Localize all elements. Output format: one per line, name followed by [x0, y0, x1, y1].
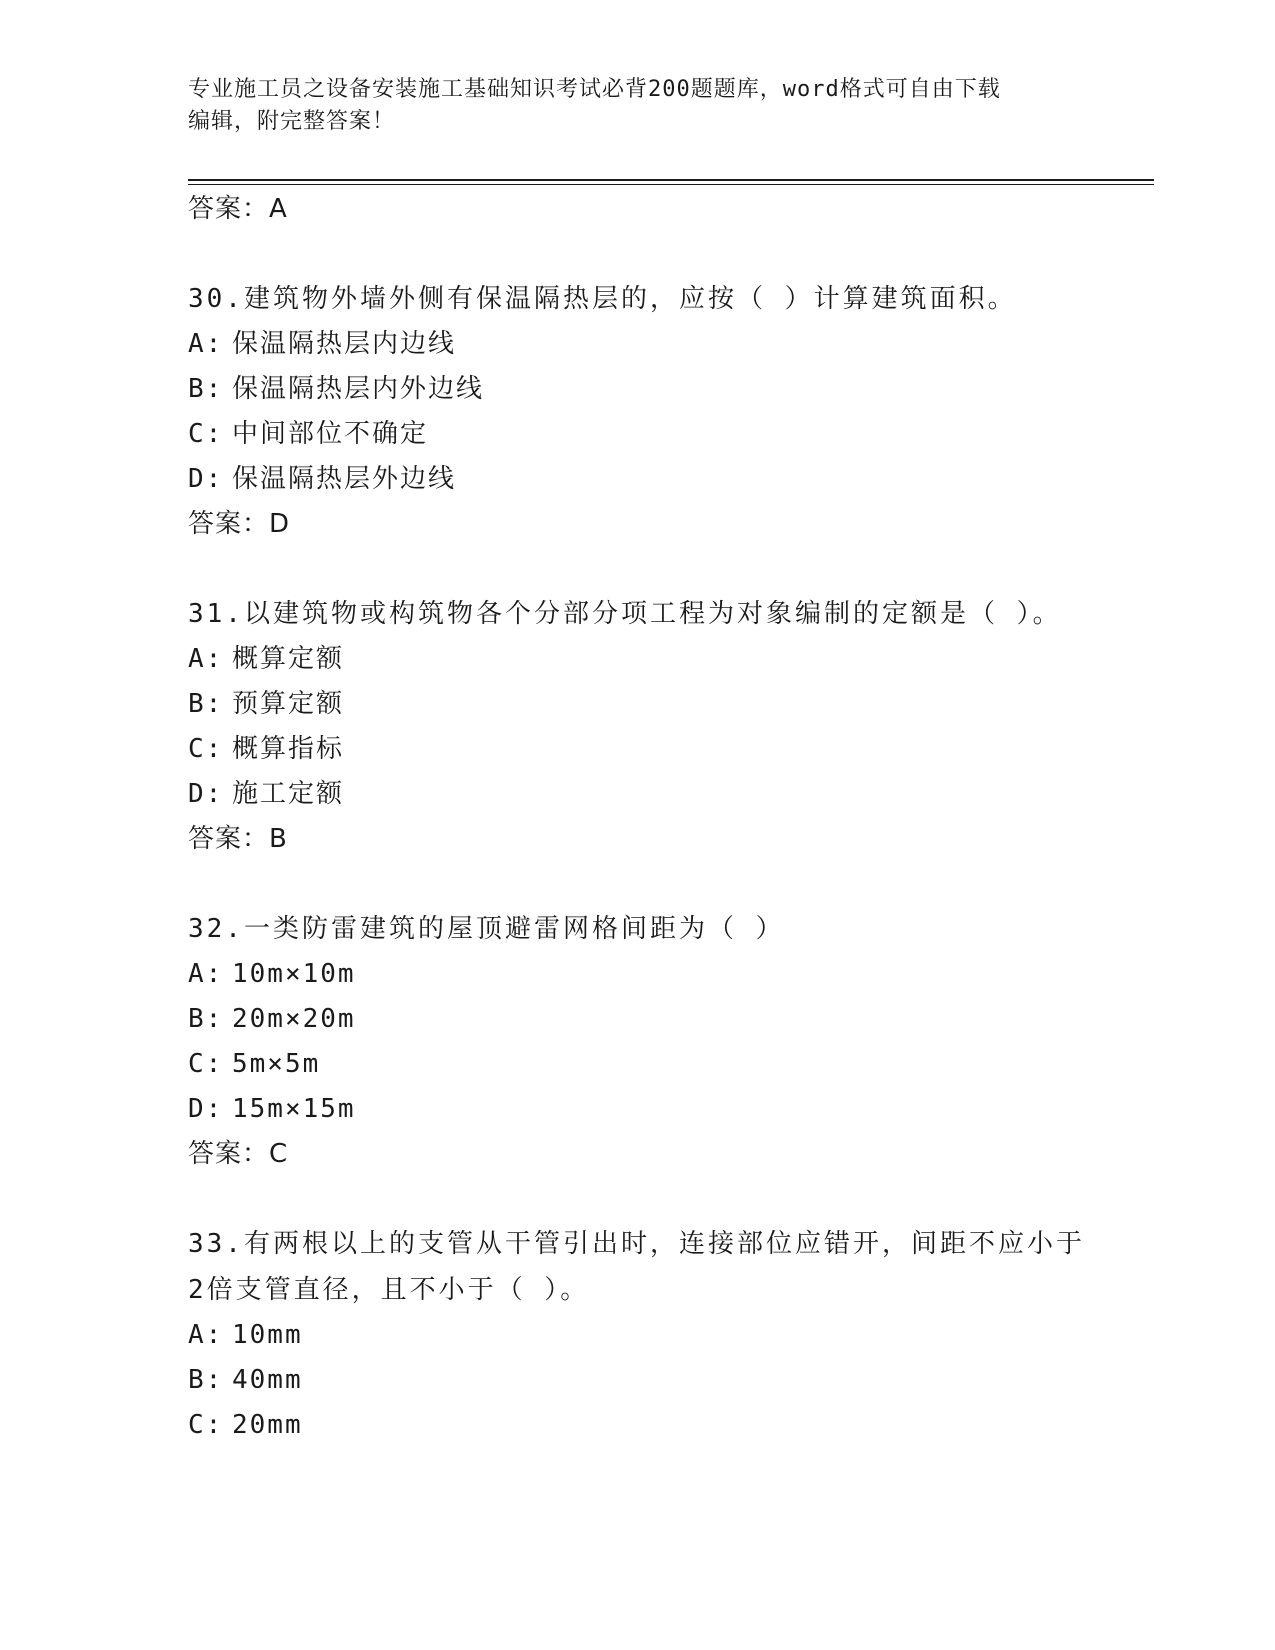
option-text: 40mm: [232, 1365, 303, 1395]
option-label: C:: [188, 1049, 224, 1079]
option-b: [188, 997, 1154, 1042]
header-title-line-1: 专业施工员之设备安装施工基础知识考试必背200题题库，word格式可自由下载: [188, 77, 1001, 102]
question-stem: [188, 276, 1154, 322]
answer-line: 答案：D: [188, 509, 291, 539]
option-label: D:: [188, 1094, 224, 1124]
option-a: [188, 322, 1154, 367]
option-label: A:: [188, 1320, 224, 1350]
option-label: B:: [188, 1365, 224, 1395]
option-text: 15m×15m: [232, 1094, 356, 1124]
option-label: A:: [188, 329, 224, 359]
option-text: 施工定额: [232, 779, 345, 809]
option-label: C:: [188, 734, 224, 764]
option-c: [188, 727, 1154, 772]
option-text: 预算定额: [232, 689, 345, 719]
question-stem: [188, 1221, 1154, 1313]
option-label: A:: [188, 644, 224, 674]
option-d: [188, 772, 1154, 817]
option-text: 保温隔热层内外边线: [232, 374, 485, 404]
option-text: 概算指标: [232, 734, 345, 764]
option-label: D:: [188, 779, 224, 809]
spacer: [188, 232, 1154, 276]
question-text: 32.一类防雷建筑的屋顶避雷网格间距为（ ）: [188, 914, 785, 944]
option-b: [188, 682, 1154, 727]
answer-line: 答案：C: [188, 1139, 289, 1169]
answer-line: 答案：B: [188, 824, 288, 854]
question-text: 33.有两根以上的支管从干管引出时，连接部位应错开，间距不应小于: [188, 1229, 1085, 1259]
option-text: 保温隔热层内边线: [232, 329, 457, 359]
header-title-line-2: 编辑，附完整答案！: [188, 109, 396, 134]
option-text: 保温隔热层外边线: [232, 464, 457, 494]
question-stem: [188, 591, 1154, 637]
option-c: [188, 1042, 1154, 1087]
option-label: C:: [188, 419, 224, 449]
option-b: [188, 1358, 1154, 1403]
option-text: 20mm: [232, 1410, 303, 1440]
option-a: [188, 1313, 1154, 1358]
option-a: [188, 637, 1154, 682]
option-text: 20m×20m: [232, 1004, 356, 1034]
option-text: 概算定额: [232, 644, 345, 674]
option-label: D:: [188, 464, 224, 494]
header-divider: [188, 179, 1154, 181]
option-a: [188, 952, 1154, 997]
question-list: [188, 187, 1154, 1448]
option-text: 中间部位不确定: [232, 419, 429, 449]
spacer: [188, 547, 1154, 591]
question-text: 2倍支管直径，且不小于（ ）。: [188, 1275, 590, 1305]
question-stem: [188, 906, 1154, 952]
option-c: [188, 1403, 1154, 1448]
option-b: [188, 367, 1154, 412]
option-label: A:: [188, 959, 224, 989]
document-header: [188, 74, 1088, 138]
option-text: 10m×10m: [232, 959, 356, 989]
option-text: 5m×5m: [232, 1049, 321, 1079]
option-label: B:: [188, 1004, 224, 1034]
header-divider-thin: [188, 184, 1154, 185]
previous-answer: 答案：A: [188, 194, 288, 224]
spacer: [188, 862, 1154, 906]
question-text: 30.建筑物外墙外侧有保温隔热层的，应按（ ）计算建筑面积。: [188, 284, 1017, 314]
option-text: 10mm: [232, 1320, 303, 1350]
option-c: [188, 412, 1154, 457]
option-label: B:: [188, 374, 224, 404]
option-d: [188, 1087, 1154, 1132]
spacer: [188, 1177, 1154, 1221]
option-label: B:: [188, 689, 224, 719]
option-label: C:: [188, 1410, 224, 1440]
option-d: [188, 457, 1154, 502]
question-text: 31.以建筑物或构筑物各个分部分项工程为对象编制的定额是（ ）。: [188, 599, 1062, 629]
